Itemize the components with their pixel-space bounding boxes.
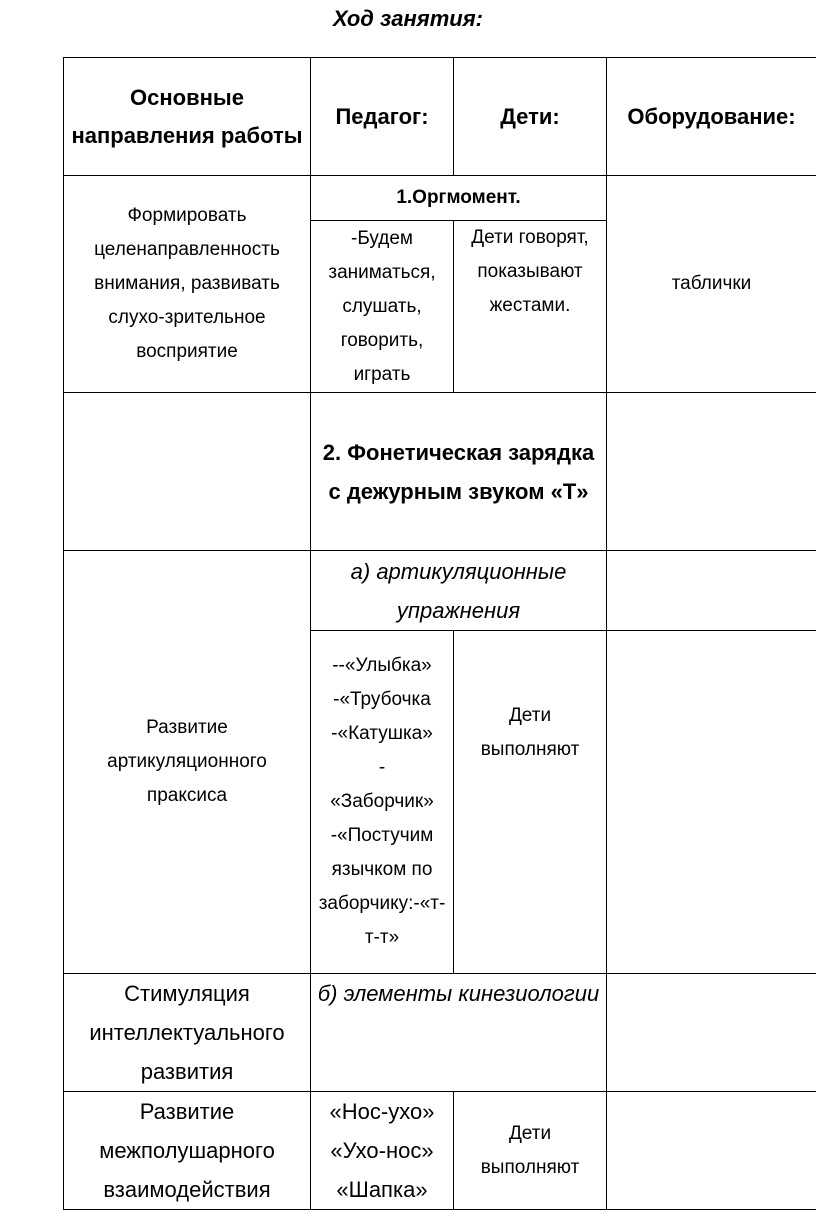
direction-cell: Стимуляция интеллектуального развития <box>64 974 311 1092</box>
children-cell: Дети выполняют <box>454 631 607 974</box>
teacher-cell: --«Улыбка» -«Трубочка -«Катушка» - «Заборчик» -«Постучим язычком по заборчику:-«т-т-т» <box>311 631 454 974</box>
table-row <box>64 1092 816 1210</box>
teacher-cell: -Будем заниматься, слушать, говорить, играть <box>311 221 454 393</box>
table-row <box>64 176 816 221</box>
table-row <box>64 551 816 631</box>
direction-cell: Формировать целенаправленность внимания, развивать слухо-зрительное восприятие <box>64 176 311 393</box>
substage-heading: а) артикуляционные упражнения <box>311 551 607 631</box>
lesson-plan-table <box>63 57 816 1210</box>
direction-cell <box>64 393 311 551</box>
children-cell: Дети выполняют <box>454 1092 607 1210</box>
equipment-cell <box>607 631 816 974</box>
equipment-cell <box>607 393 816 551</box>
equipment-cell <box>607 1092 816 1210</box>
equipment-cell <box>607 551 816 631</box>
direction-cell: Развитие межполушарного взаимодействия <box>64 1092 311 1210</box>
header-equipment: Оборудование: <box>607 58 816 176</box>
equipment-cell <box>607 974 816 1092</box>
direction-cell: Развитие артикуляционного праксиса <box>64 551 311 974</box>
header-children: Дети: <box>454 58 607 176</box>
header-teacher: Педагог: <box>311 58 454 176</box>
table-header-row <box>64 58 816 176</box>
header-directions: Основные направления работы <box>64 58 311 176</box>
table-row <box>64 974 816 1092</box>
substage-heading: б) элементы кинезиологии <box>311 974 607 1092</box>
teacher-cell: «Нос-ухо» «Ухо-нос» «Шапка» <box>311 1092 454 1210</box>
stage-heading: 2. Фонетическая зарядка с дежурным звуком «Т» <box>311 393 607 551</box>
equipment-cell: таблички <box>607 176 816 393</box>
children-cell: Дети говорят, показывают жестами. <box>454 221 607 393</box>
table-row <box>64 393 816 551</box>
stage-heading: 1.Оргмомент. <box>311 176 607 221</box>
page-title: Ход занятия: <box>333 6 483 31</box>
